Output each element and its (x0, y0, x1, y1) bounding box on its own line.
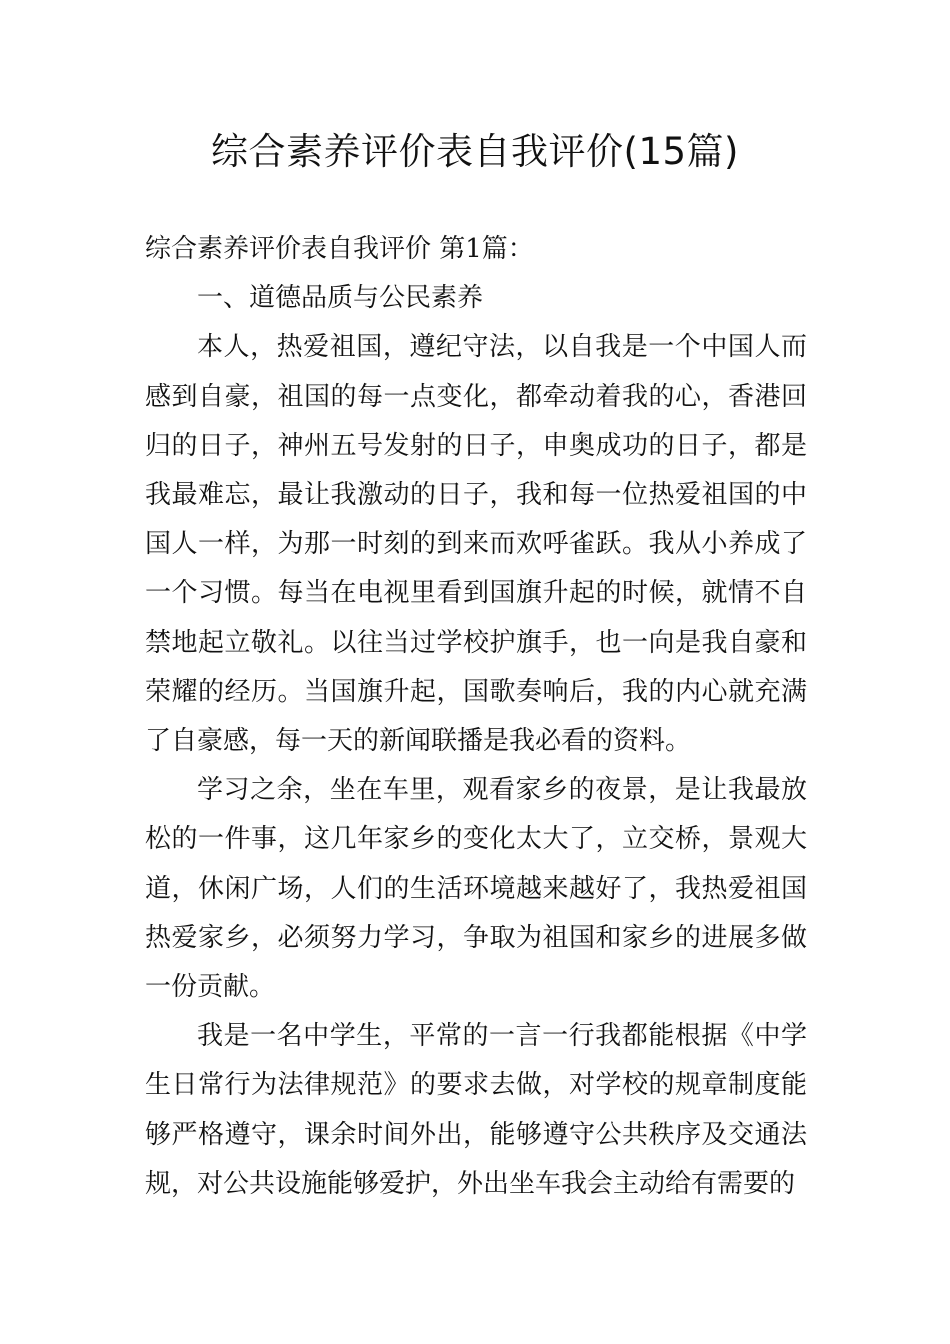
paragraph-2: 学习之余，坐在车里，观看家乡的夜景，是让我最放松的一件事，这几年家乡的变化太大了，立交桥，景观大道，休闲广场，人们的生活环境越来越好了，我热爱祖国热爱家乡，必须努力学习，争取为祖国和家乡的进展多做一份贡献。 (145, 775, 807, 1003)
paragraph-1: 本人，热爱祖国，遵纪守法，以自我是一个中国人而感到自豪，祖国的每一点变化，都牵动着我的心，香港回归的日子，神州五号发射的日子，申奥成功的日子，都是我最难忘，最让我激动的日子，我和每一位热爱祖国的中国人一样，为那一时刻的到来而欢呼雀跃。我从小养成了一个习惯。每当在电视里看到国旗升起的时候，就情不自禁地起立敬礼。以往当过学校护旗手，也一向是我自豪和荣耀的经历。当国旗升起，国歌奏响后，我的内心就充满了自豪感，每一天的新闻联播是我必看的资料。 (145, 332, 807, 757)
subheading: 一、道德品质与公民素养 (197, 283, 484, 314)
section-heading: 综合素养评价表自我评价 第1篇： (145, 234, 534, 264)
document-body (145, 225, 807, 1209)
document-title: 综合素养评价表自我评价(15篇) (211, 130, 739, 173)
paragraph-3: 我是一名中学生，平常的一言一行我都能根据《中学生日常行为法律规范》的要求去做，对学校的规章制度能够严格遵守，课余时间外出，能够遵守公共秩序及交通法规，对公共设施能够爱护，外出坐车我会主动给有需要的 (145, 1021, 807, 1199)
